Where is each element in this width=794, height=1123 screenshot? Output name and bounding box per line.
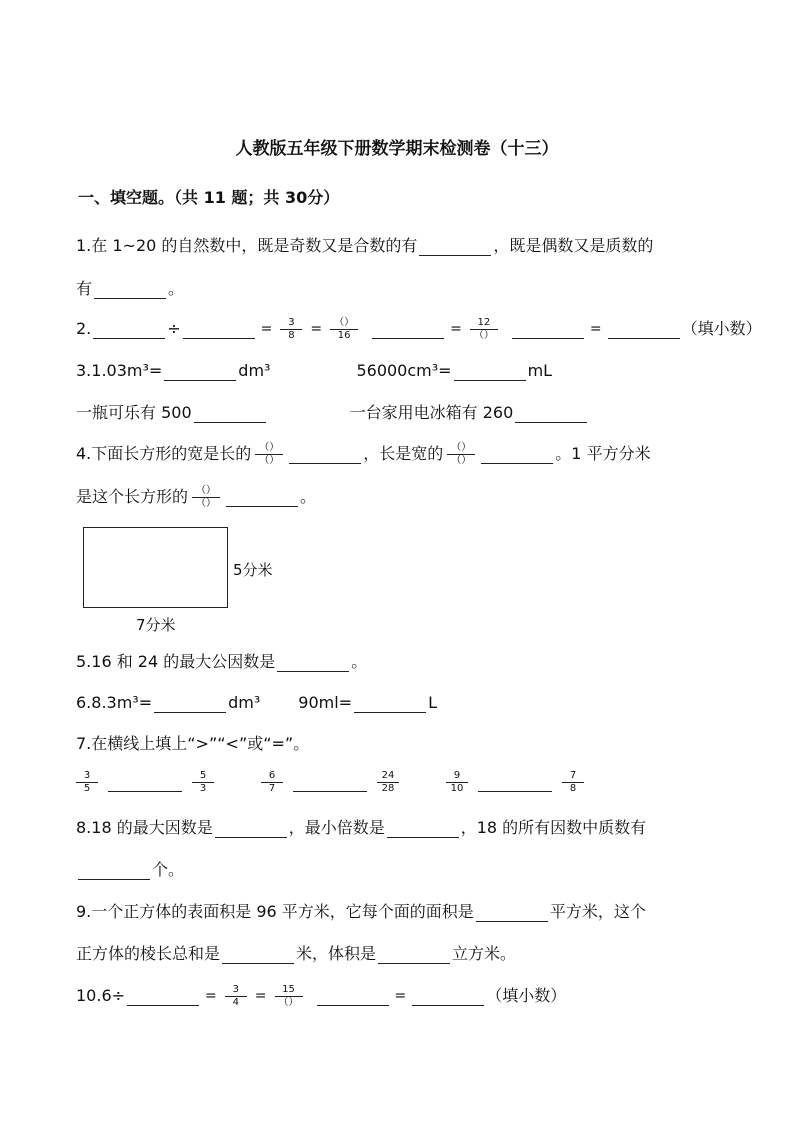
q9-text-e: 立方米。 [452, 944, 517, 963]
q3-text-c: 一瓶可乐有 500 [76, 403, 192, 422]
equals-sign: = [260, 321, 273, 337]
question-4-line-2 [76, 484, 316, 510]
equals-sign: = [310, 321, 323, 337]
answer-blank[interactable] [222, 945, 294, 964]
answer-blank[interactable] [412, 987, 484, 1006]
answer-blank[interactable] [419, 237, 491, 256]
q5-text: 5.16 和 24 的最大公因数是 [76, 652, 276, 671]
unit: mL [527, 361, 553, 380]
q10-hint: （填小数） [486, 986, 567, 1005]
answer-blank[interactable] [78, 861, 150, 880]
answer-blank[interactable] [93, 320, 165, 339]
fraction: $\frac{3}{4}$ [227, 984, 245, 1009]
q3-text: 3.1.03m³= [76, 361, 163, 380]
q8-text-c: ，18 的所有因数中质数有 [460, 818, 647, 837]
unit: dm³ [228, 693, 261, 712]
compare-blank[interactable] [293, 773, 367, 792]
answer-blank[interactable] [378, 945, 450, 964]
answer-blank[interactable] [127, 987, 199, 1006]
question-9-line-2 [76, 941, 516, 967]
q6-text-b: 90ml= [298, 693, 353, 712]
equals-sign: = [254, 988, 267, 1004]
fraction: $\frac{()}{()}$ [257, 442, 281, 467]
fraction: $\frac{24}{28}$ [379, 770, 397, 795]
section-heading: 一、填空题。（共 11 题；共 30分） [78, 188, 340, 207]
fraction: $\frac{()}{16}$ [332, 317, 356, 342]
question-4-line-1 [76, 441, 651, 467]
width-label: 5分米 [233, 561, 273, 579]
answer-blank[interactable] [515, 404, 587, 423]
q6-text: 6.8.3m³= [76, 693, 153, 712]
q9-text: 9.一个正方体的表面积是 96 平方米，它每个面的面积是 [76, 902, 474, 921]
fraction: $\frac{12}{()}$ [472, 317, 496, 342]
q9-text-b: 平方米，这个 [549, 902, 646, 921]
answer-blank[interactable] [481, 445, 553, 464]
compare-blank[interactable] [478, 773, 552, 792]
fraction: $\frac{()}{()}$ [194, 485, 218, 510]
answer-blank[interactable] [154, 694, 226, 713]
answer-blank[interactable] [277, 653, 349, 672]
fraction: $\frac{3}{8}$ [282, 317, 300, 342]
q1-text-end: 。 [168, 279, 185, 298]
q3-text-d: 一台家用电冰箱有 260 [349, 403, 514, 422]
fraction: $\frac{5}{3}$ [194, 770, 212, 795]
question-6 [76, 690, 437, 716]
q1-text-mid: ，既是偶数又是质数的 [493, 236, 654, 255]
fraction: $\frac{()}{()}$ [449, 442, 473, 467]
q3-text-b: 56000cm³= [356, 361, 452, 380]
answer-blank[interactable] [289, 445, 361, 464]
q8-text-b: ，最小倍数是 [288, 818, 385, 837]
answer-blank[interactable] [512, 320, 584, 339]
answer-blank[interactable] [354, 694, 426, 713]
equals-sign: = [589, 321, 602, 337]
answer-blank[interactable] [454, 362, 526, 381]
answer-blank[interactable] [608, 320, 680, 339]
unit: L [428, 693, 437, 712]
fraction: $\frac{7}{8}$ [564, 770, 582, 795]
question-1-line-1 [76, 233, 653, 259]
q4-text-d: 是这个长方形的 [76, 487, 189, 506]
fraction: $\frac{6}{7}$ [263, 770, 281, 795]
q1-text-2: 有 [76, 279, 93, 298]
question-10 [76, 983, 566, 1009]
equals-sign: = [205, 988, 217, 1004]
q9-text-d: 米，体积是 [296, 944, 377, 963]
question-9-line-1 [76, 899, 646, 925]
q10-text: 10.6÷ [76, 986, 126, 1005]
question-7: 7.在横线上填上“>”“<”或“=”。 [76, 734, 310, 753]
answer-blank[interactable] [94, 280, 166, 299]
answer-blank[interactable] [215, 819, 287, 838]
q8-text-d: 个。 [152, 860, 185, 879]
page-title: 人教版五年级下册数学期末检测卷（十三） [235, 139, 559, 159]
rectangle-figure [83, 527, 228, 608]
q4-text-b: ，长是宽的 [363, 444, 444, 463]
question-1-line-2 [76, 276, 184, 302]
question-2 [76, 316, 762, 342]
question-5 [76, 649, 367, 675]
equals-sign: = [394, 988, 407, 1004]
q2-hint: （填小数） [681, 319, 762, 338]
question-3-line-1 [76, 358, 552, 384]
compare-pair-2 [257, 770, 403, 795]
fraction: $\frac{9}{10}$ [448, 770, 466, 795]
answer-blank[interactable] [317, 987, 389, 1006]
divide-sign: ÷ [167, 319, 181, 338]
q8-text: 8.18 的最大因数是 [76, 818, 213, 837]
answer-blank[interactable] [183, 320, 255, 339]
question-3-line-2 [76, 400, 589, 426]
q4-text: 4.下面长方形的宽是长的 [76, 444, 252, 463]
fraction: $\frac{3}{5}$ [78, 770, 96, 795]
q2-number: 2. [76, 319, 92, 338]
answer-blank[interactable] [194, 404, 266, 423]
q9-text-c: 正方体的棱长总和是 [76, 944, 221, 963]
unit: dm³ [238, 361, 271, 380]
equals-sign: = [450, 321, 462, 337]
answer-blank[interactable] [164, 362, 236, 381]
compare-pair-1 [72, 770, 218, 795]
answer-blank[interactable] [476, 903, 548, 922]
answer-blank[interactable] [372, 320, 444, 339]
q4-text-c: 。1 平方分米 [555, 444, 651, 463]
compare-pair-3 [442, 770, 588, 795]
answer-blank[interactable] [387, 819, 459, 838]
answer-blank[interactable] [226, 488, 298, 507]
question-8-line-2 [76, 857, 184, 883]
compare-blank[interactable] [108, 773, 182, 792]
fraction: $\frac{15}{()}$ [277, 984, 301, 1009]
question-8-line-1 [76, 815, 646, 841]
length-label: 7分米 [136, 616, 176, 634]
q1-text: 1.在 1~20 的自然数中，既是奇数又是合数的有 [76, 236, 418, 255]
q4-text-e: 。 [300, 487, 317, 506]
q5-text-end: 。 [351, 652, 368, 671]
